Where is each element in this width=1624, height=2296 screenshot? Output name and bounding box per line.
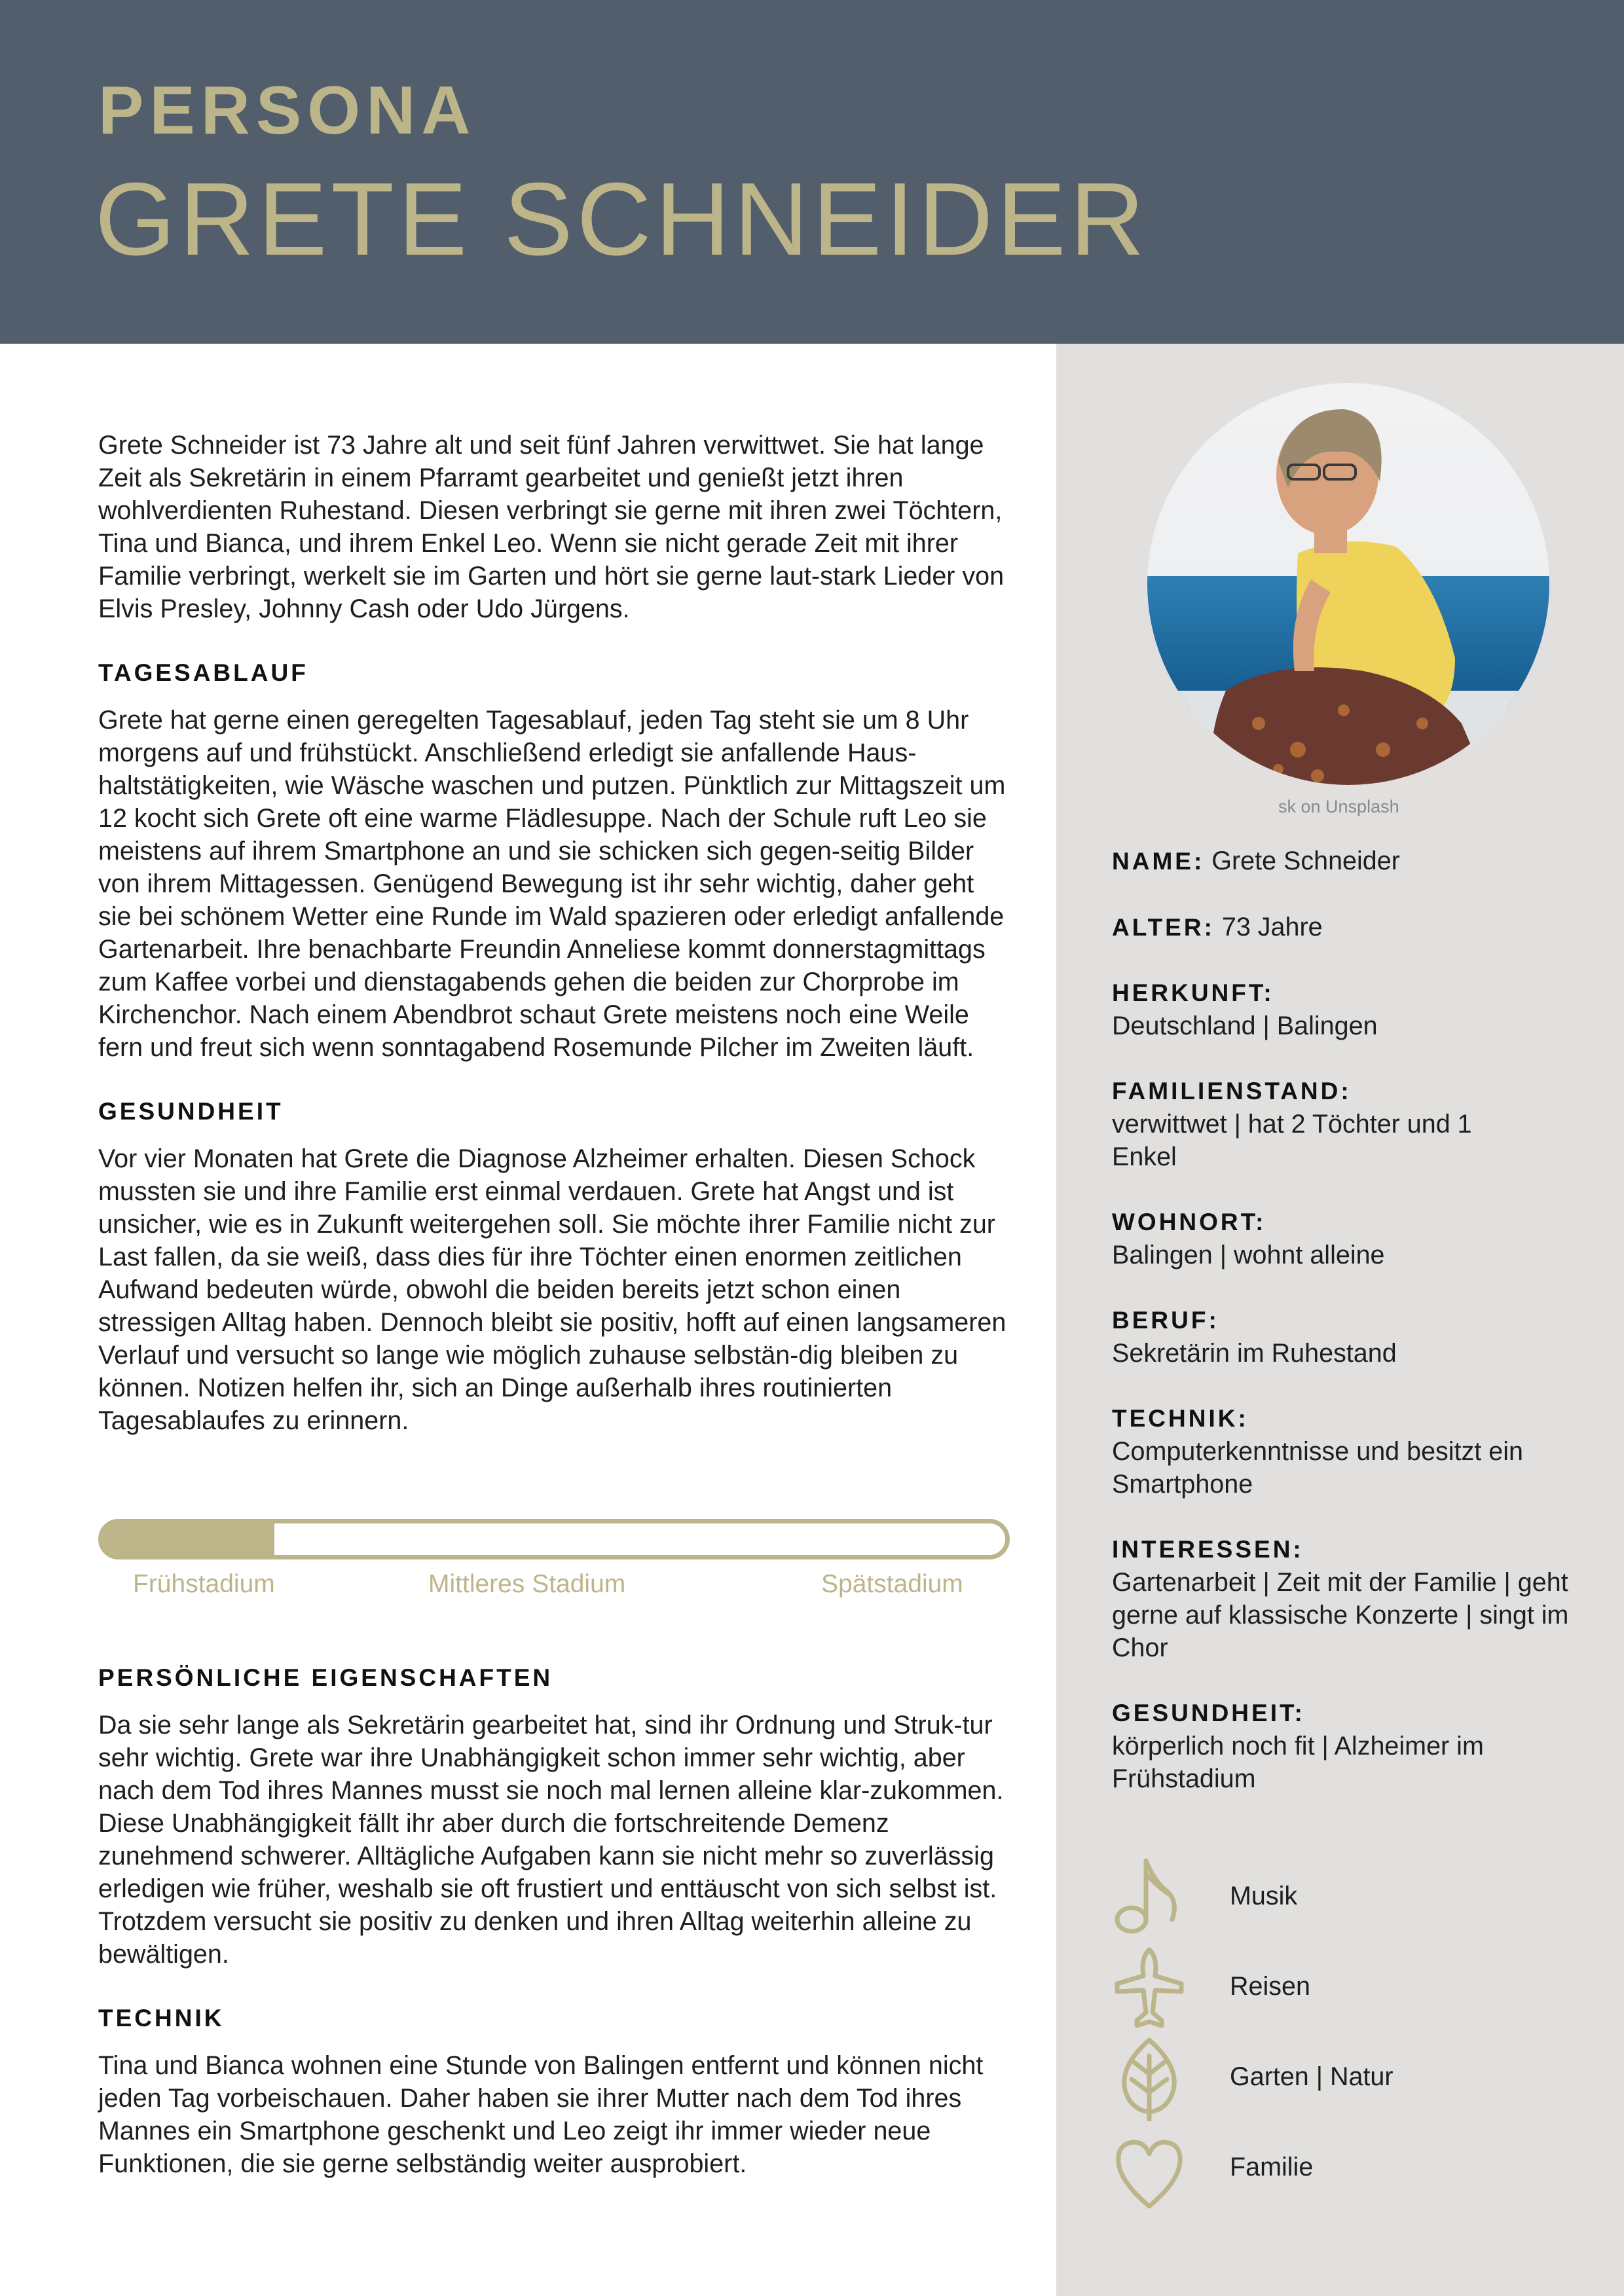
fact-profession [1112, 1304, 1583, 1370]
fact-value: 73 Jahre [1221, 913, 1323, 941]
fact-value: verwittwet | hat 2 Töchter und 1 Enkel [1112, 1110, 1472, 1171]
fact-key: INTERESSEN: [1112, 1536, 1304, 1563]
hobby-label-music: Musik [1230, 1882, 1298, 1910]
main-column [98, 429, 1012, 1437]
fact-key: ALTER: [1112, 914, 1215, 941]
persona-photo [1147, 383, 1549, 785]
section-heading-tagesablauf: TAGESABLAUF [98, 659, 308, 686]
section-text-gesundheit: Vor vier Monaten hat Grete die Diagnose Alzheimer erhalten. Diesen Schock mussten sie und ihre Familie erst einmal verdauen. Grete hat Angst und ist unsicher, wie es in Zukunft weitergehen soll. Sie möchte ihrer Familie nicht zur Last fallen, da sie weiß, dass dies für ihre Töchter einen enormen zeitlichen Aufwand bedeuten würde, obwohl die beiden bereits jetzt schon einen stressigen Alltag haben. Dennoch bleibt sie positiv, hofft auf einen langsameren Verlauf und versucht so lange wie möglich zuhause selbstän-dig bleiben zu können. Notizen helfen ihr, sich an Dinge außerhalb ihres routinierten Tagesablaufes zu erinnern. [98, 1144, 1006, 1435]
photo-credit: sk on Unsplash [1278, 797, 1399, 816]
disease-stage-bar [98, 1519, 1010, 1559]
persona-name-title: GRETE SCHNEIDER [95, 162, 1149, 277]
fact-key: TECHNIK: [1112, 1405, 1249, 1432]
fact-health [1112, 1697, 1583, 1795]
fact-key: HERKUNFT: [1112, 979, 1274, 1006]
header-banner [0, 0, 1624, 344]
hobby-label-travel: Reisen [1230, 1972, 1310, 2001]
fact-origin [1112, 977, 1583, 1042]
stage-label-late: Spätstadium [821, 1570, 963, 1598]
section-heading-technik: TECHNIK [98, 2005, 225, 2032]
fact-name [1112, 845, 1583, 878]
fact-value: Gartenarbeit | Zeit mit der Familie | geht gerne auf klassische Konzerte | singt im Chor [1112, 1568, 1569, 1662]
fact-value: Grete Schneider [1211, 847, 1400, 875]
fact-interests [1112, 1533, 1583, 1664]
fact-key: WOHNORT: [1112, 1209, 1266, 1235]
fact-key: GESUNDHEIT: [1112, 1700, 1305, 1726]
disease-stage-fill [103, 1523, 274, 1555]
fact-technology [1112, 1402, 1583, 1501]
fact-key: FAMILIENSTAND: [1112, 1078, 1352, 1104]
fact-value: körperlich noch fit | Alzheimer im Frühstadium [1112, 1732, 1484, 1793]
hobby-label-family: Familie [1230, 2153, 1314, 2181]
music-note-icon [1113, 1854, 1185, 1939]
stage-label-early: Frühstadium [133, 1570, 275, 1598]
airplane-icon [1113, 1944, 1185, 2030]
hobby-label-garden: Garten | Natur [1230, 2062, 1393, 2091]
stage-label-middle: Mittleres Stadium [428, 1570, 626, 1598]
leaf-icon [1113, 2036, 1185, 2121]
section-heading-gesundheit: GESUNDHEIT [98, 1098, 284, 1125]
fact-key: NAME: [1112, 848, 1205, 875]
fact-value: Deutschland | Balingen [1112, 1011, 1378, 1040]
fact-value: Sekretärin im Ruhestand [1112, 1339, 1397, 1368]
fact-marital-status [1112, 1075, 1583, 1173]
main-column-lower [98, 1664, 1012, 2180]
fact-age [1112, 911, 1583, 944]
page-label: PERSONA [98, 73, 477, 149]
section-text-eigenschaften: Da sie sehr lange als Sekretärin gearbeitet hat, sind ihr Ordnung und Struk-tur sehr wichtig. Grete war ihre Unabhängigkeit schon immer sehr wichtig, aber nach dem Tod ihres Mannes musst sie noch mal lernen alleine klar-zukommen. Diese Unabhängigkeit fällt ihr aber durch die fortschreitende Demenz zunehmend schwerer. Alltägliche Aufgaben kann sie nicht mehr so zuverlässig erledigen wie früher, weshalb sie oft frustiert und enttäuscht von sich selbst ist. Trotzdem versucht sie positiv zu denken und ihren Alltag weiterhin alleine zu bewältigen. [98, 1711, 1004, 1969]
facts-list [1112, 845, 1583, 1828]
fact-value: Computerkenntnisse und besitzt ein Smartphone [1112, 1437, 1523, 1499]
section-heading-eigenschaften: PERSÖNLICHE EIGENSCHAFTEN [98, 1664, 553, 1691]
persona-photo-illustration [1147, 383, 1549, 785]
heart-icon [1113, 2129, 1185, 2214]
fact-residence [1112, 1206, 1583, 1271]
fact-key: BERUF: [1112, 1307, 1219, 1334]
intro-paragraph: Grete Schneider ist 73 Jahre alt und seit fünf Jahren verwittwet. Sie hat lange Zeit als Sekretärin in einem Pfarramt gearbeitet und genießt jetzt ihren wohlverdienten Ruhestand. Diesen verbringt sie gerne mit ihren zwei Töchtern, Tina und Bianca, und ihrem Enkel Leo. Wenn sie nicht gerade Zeit mit ihrer Familie verbringt, werkelt sie im Garten und hört sie gerne laut-stark Lieder von Elvis Presley, Johnny Cash oder Udo Jürgens. [98, 431, 1005, 623]
fact-value: Balingen | wohnt alleine [1112, 1241, 1385, 1269]
section-text-tagesablauf: Grete hat gerne einen geregelten Tagesablauf, jeden Tag steht sie um 8 Uhr morgens auf und frühstückt. Anschließend erledigt sie anfallende Haus-haltstätigkeiten, wie Wäsche waschen und putzen. Pünktlich zur Mittagszeit um 12 kocht sich Grete oft eine warme Flädlesuppe. Nach der Schule ruft Leo sie meistens auf ihrem Smartphone an und sie schicken sich gegen-seitig Bilder von ihrem Mittagessen. Genügend Bewegung ist ihr sehr wichtig, daher geht sie bei schönem Wetter eine Runde im Wald spazieren oder erledigt anfallende Gartenarbeit. Ihre benachbarte Freundin Anneliese kommt donnerstagmittags zum Kaffee vorbei und dienstagabends gehen die beiden zur Chorprobe im Kirchenchor. Nach einem Abendbrot schaut Grete meistens noch eine Weile fern und freut sich wenn sonntagabend Rosemunde Pilcher im Zweiten läuft. [98, 706, 1006, 1062]
section-text-technik: Tina und Bianca wohnen eine Stunde von Balingen entfernt und können nicht jeden Tag vorbeischauen. Daher haben sie ihrer Mutter nach dem Tod ihres Mannes ein Smartphone geschenkt und Leo zeigt ihr immer wieder neue Funktionen, die sie gerne selbständig weiter ausprobiert. [98, 2051, 984, 2178]
